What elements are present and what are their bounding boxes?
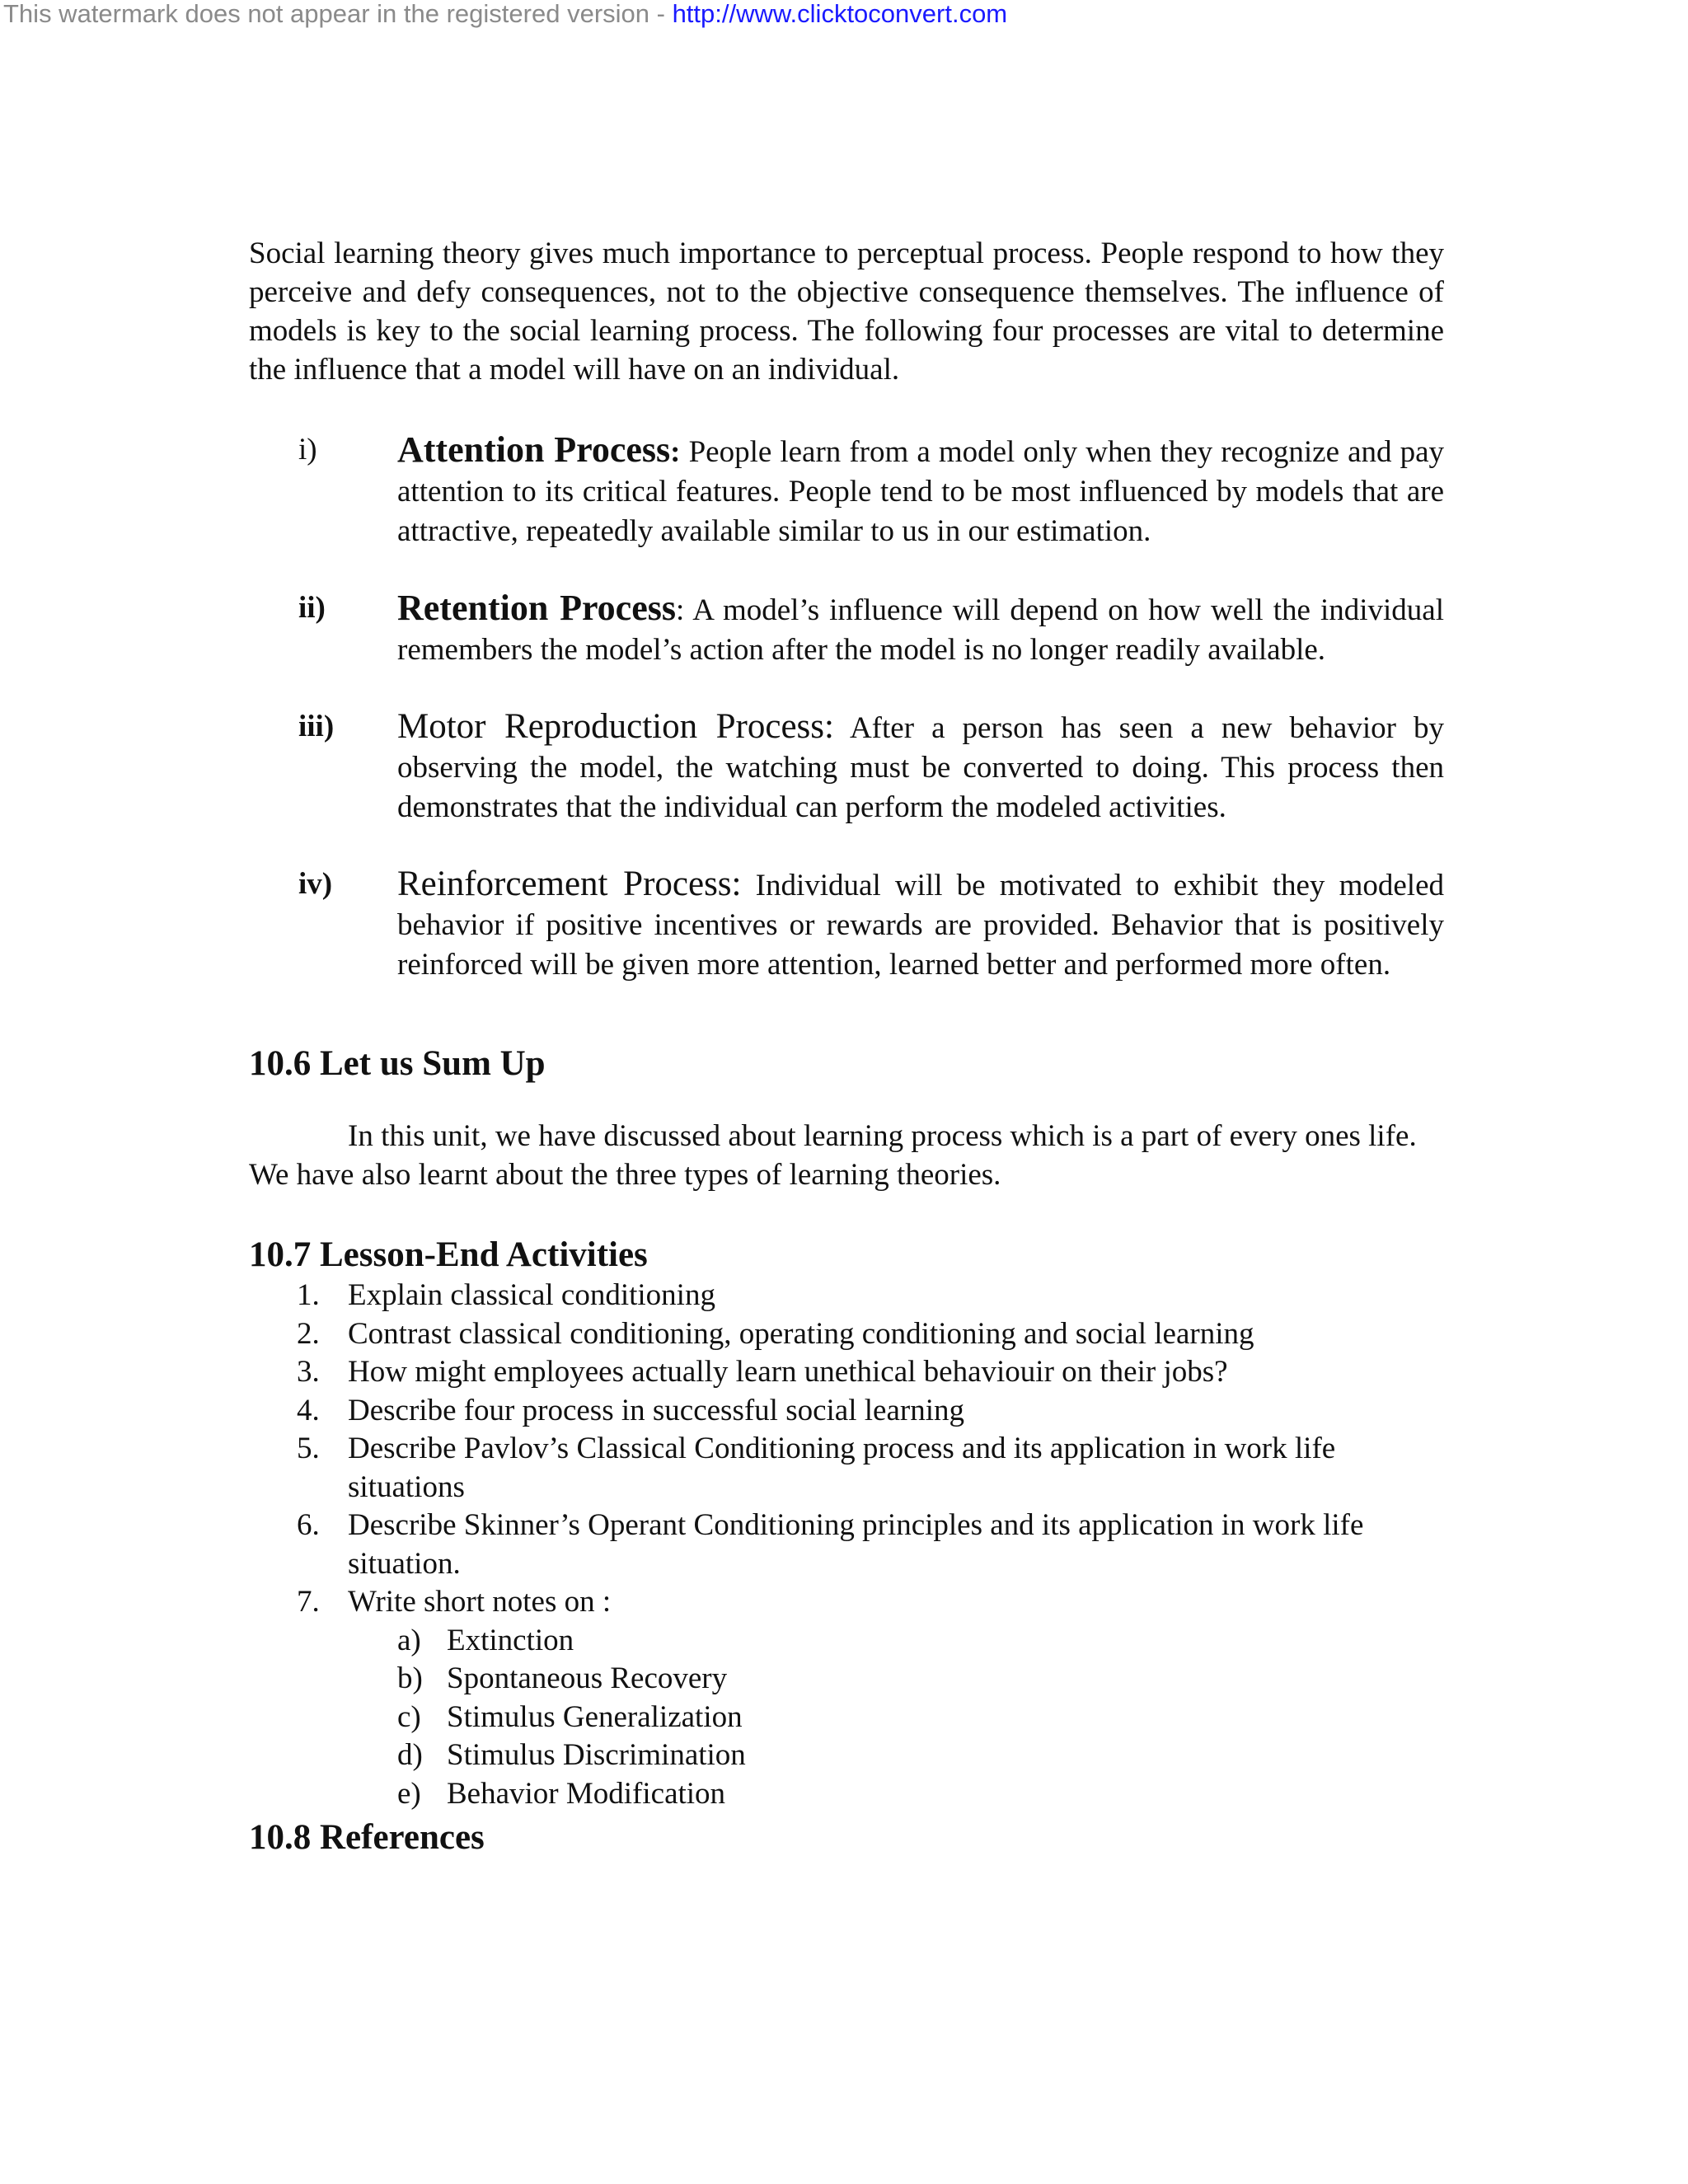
process-text: A model’s influence will depend on how well the individual remembers the model’s action after the model is no longer readily available. <box>397 593 1444 667</box>
sub-list-item <box>249 1736 1444 1775</box>
process-sep: : <box>676 593 685 627</box>
item-number: 5. <box>297 1432 320 1465</box>
document-page <box>249 234 1444 1859</box>
process-number: i) <box>298 433 317 466</box>
process-number: ii) <box>298 591 326 625</box>
process-number: iii) <box>298 710 335 743</box>
process-number: iv) <box>298 867 333 901</box>
sub-item-letter: c) <box>397 1699 421 1734</box>
sub-list-item <box>249 1660 1444 1699</box>
item-number: 7. <box>297 1585 320 1619</box>
item-number: 1. <box>297 1278 320 1312</box>
list-item <box>249 1392 1444 1431</box>
item-number: 6. <box>297 1508 320 1542</box>
sub-list-item <box>249 1775 1444 1814</box>
process-text: Individual will be motivated to exhibit they modeled behavior if positive incentives or rewards are provided. Behavior that is positively reinforced will be given more attention, learned better and performed more often. <box>397 869 1444 982</box>
section-heading-sum-up: 10.6 Let us Sum Up <box>249 1044 546 1083</box>
process-sep: : <box>670 435 681 469</box>
section-heading-references: 10.8 References <box>249 1818 485 1857</box>
activities-list <box>249 1277 1444 1622</box>
item-text: Write short notes on : <box>348 1585 612 1619</box>
process-title: Reinforcement Process: <box>397 865 742 903</box>
process-title: Motor Reproduction Process: <box>397 707 834 746</box>
process-item-reinforcement <box>298 865 1444 985</box>
item-text: Describe four process in successful social learning <box>348 1393 964 1427</box>
intro-paragraph: Social learning theory gives much importance to perceptual process. People respond to how they perceive and defy consequences, not to the objective consequence themselves. The influence of models is key to the social learning process. The following four processes are vital to determine the influence that a model will have on an individual. <box>249 237 1444 387</box>
list-item <box>249 1430 1444 1507</box>
process-title: Retention Process <box>397 588 676 628</box>
item-text: Contrast classical conditioning, operating conditioning and social learning <box>348 1316 1254 1351</box>
sub-item-letter: a) <box>397 1623 421 1657</box>
process-text: After a person has seen a new behavior by observing the model, the watching must be converted to doing. This process then demonstrates that the individual can perform the modeled activities. <box>397 711 1444 824</box>
sub-item-letter: d) <box>397 1738 423 1772</box>
sub-item-letter: e) <box>397 1776 421 1811</box>
list-item <box>249 1315 1444 1354</box>
item-number: 3. <box>297 1355 320 1389</box>
item-text: Describe Pavlov’s Classical Conditioning process and its application in work life situations <box>348 1432 1336 1504</box>
process-text: People learn from a model only when they recognize and pay attention to its critical features. People tend to be most influenced by models that are attractive, repeatedly available similar to us in our estimation. <box>397 435 1445 548</box>
sub-item-text: Behavior Modification <box>447 1776 726 1811</box>
process-title: Attention Process <box>397 429 671 470</box>
list-item <box>249 1507 1444 1583</box>
sub-item-letter: b) <box>397 1661 423 1695</box>
sum-up-paragraph: In this unit, we have discussed about learning process which is a part of every ones life. We have also learnt about the three types of learning theories. <box>249 1119 1417 1192</box>
item-text: How might employees actually learn unethical behaviouir on their jobs? <box>348 1355 1228 1389</box>
watermark-text: This watermark does not appear in the registered version - <box>3 0 673 28</box>
sub-list-item <box>249 1622 1444 1661</box>
process-list <box>249 430 1444 985</box>
section-heading-activities: 10.7 Lesson-End Activities <box>249 1235 648 1274</box>
sub-item-text: Stimulus Discrimination <box>447 1738 746 1772</box>
watermark-link[interactable]: http://www.clicktoconvert.com <box>672 0 1008 28</box>
item-text: Explain classical conditioning <box>348 1278 715 1312</box>
sub-item-text: Extinction <box>447 1623 574 1657</box>
process-item-retention <box>298 588 1444 670</box>
item-text: Describe Skinner’s Operant Conditioning principles and its application in work life situation. <box>348 1508 1364 1581</box>
sub-list-item <box>249 1699 1444 1737</box>
watermark-banner <box>3 0 1007 28</box>
list-item <box>249 1353 1444 1392</box>
list-item <box>249 1583 1444 1622</box>
sub-item-text: Stimulus Generalization <box>447 1699 743 1734</box>
list-item <box>249 1277 1444 1315</box>
process-item-attention <box>298 430 1444 551</box>
notes-sublist <box>249 1622 1444 1814</box>
item-number: 4. <box>297 1393 320 1427</box>
process-item-motor-reproduction <box>298 707 1444 827</box>
sub-item-text: Spontaneous Recovery <box>447 1661 728 1695</box>
item-number: 2. <box>297 1316 320 1351</box>
